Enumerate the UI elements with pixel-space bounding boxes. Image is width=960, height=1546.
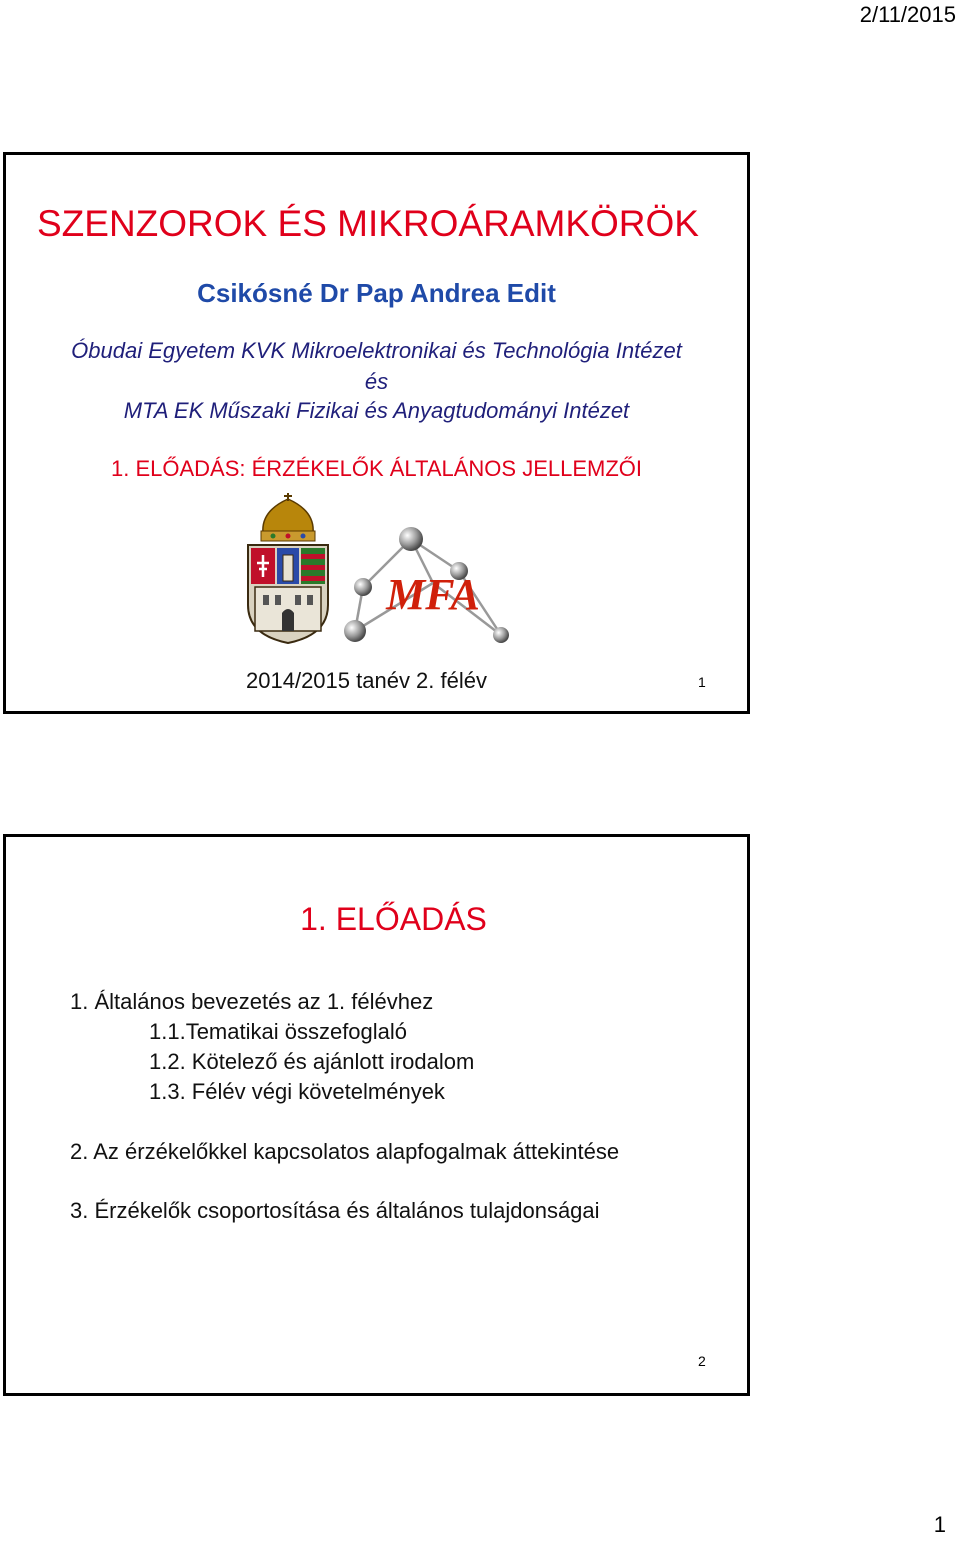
outline-item: 2. Az érzékelőkkel kapcsolatos alapfogalmak áttekintése	[70, 1139, 620, 1164]
mfa-logo	[341, 525, 511, 645]
institution-line: Óbudai Egyetem KVK Mikroelektronikai és Technológia Intézet	[71, 338, 682, 363]
university-crest-logo	[243, 493, 333, 645]
document-date: 2/11/2015	[859, 2, 956, 27]
outline-subitem: 1.1.Tematikai összefoglaló	[149, 1019, 408, 1044]
author-name: Csikósné Dr Pap Andrea Edit	[197, 278, 556, 308]
mfa-logo-text: MFA	[386, 570, 480, 619]
slide-2	[3, 834, 750, 1396]
semester-label: 2014/2015 tanév 2. félév	[246, 668, 487, 693]
lecture-title: 1. ELŐADÁS: ÉRZÉKELŐK ÁLTALÁNOS JELLEMZŐI	[110, 456, 643, 481]
outline-subitem: 1.2. Kötelező és ajánlott irodalom	[149, 1049, 475, 1074]
slide-1	[3, 152, 750, 714]
outline-item: 1. Általános bevezetés az 1. félévhez	[70, 989, 434, 1014]
slide-number: 2	[698, 1353, 706, 1369]
slide-number: 1	[698, 674, 706, 690]
slide-title: SZENZOROK ÉS MIKROÁRAMKÖRÖK	[37, 203, 699, 244]
institution-line: MTA EK Műszaki Fizikai és Anyagtudományi Intézet	[123, 398, 630, 423]
outline-subitem: 1.3. Félév végi követelmények	[149, 1079, 445, 1104]
outline-item: 3. Érzékelők csoportosítása és általános tulajdonságai	[70, 1198, 600, 1223]
slide-title: 1. ELŐADÁS	[300, 901, 487, 937]
institution-line: és	[364, 369, 389, 394]
page-number: 1	[933, 1512, 946, 1537]
